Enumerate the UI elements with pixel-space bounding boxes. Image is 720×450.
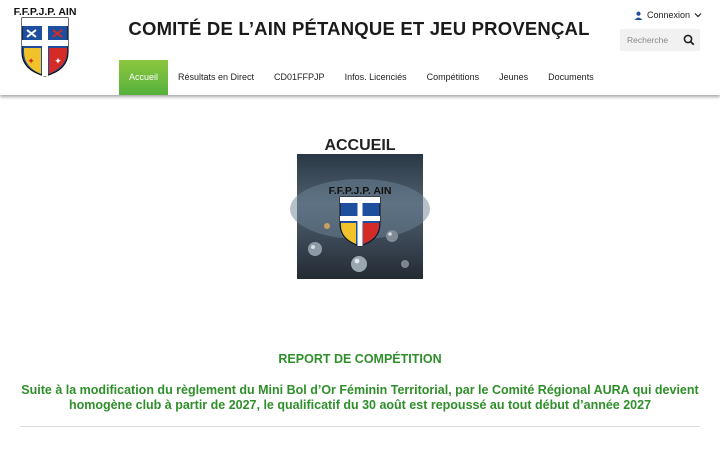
search-input[interactable] <box>620 29 685 51</box>
svg-text:F.F.P.J.P. AIN: F.F.P.J.P. AIN <box>328 185 392 197</box>
main-content <box>0 96 720 450</box>
login-button[interactable] <box>634 10 702 20</box>
search-icon <box>682 34 696 51</box>
nav-item-jeunes[interactable]: Jeunes <box>499 72 529 82</box>
site-header <box>0 0 720 95</box>
nav-item-resultats[interactable]: Résultats en Direct <box>178 72 255 82</box>
search-button[interactable] <box>682 33 696 47</box>
news-title: REPORT DE COMPÉTITION <box>278 352 442 367</box>
nav-item-cd01ffpjp[interactable]: CD01FFPJP <box>274 72 325 82</box>
nav-item-infos-licencies[interactable]: Infos. Licenciés <box>344 72 407 82</box>
hero-image <box>297 154 423 279</box>
nav-item-accueil[interactable]: Accueil <box>119 60 168 95</box>
page-title: ACCUEIL <box>324 136 396 154</box>
content-divider <box>20 426 700 427</box>
nav-item-documents[interactable]: Documents <box>548 72 594 82</box>
main-nav <box>119 60 604 95</box>
nav-item-competitions[interactable]: Compétitions <box>426 72 480 82</box>
svg-text:F.F.P.J.P. AIN: F.F.P.J.P. AIN <box>13 6 77 18</box>
login-label: Connexion <box>647 10 691 20</box>
svg-text:✦: ✦ <box>27 57 35 67</box>
site-title: COMITÉ DE L’AIN PÉTANQUE ET JEU PROVENÇAL <box>128 18 590 39</box>
chevron-down-icon <box>694 12 702 18</box>
site-logo[interactable] <box>13 4 77 78</box>
user-icon <box>634 11 643 20</box>
news-body: Suite à la modification du règlement du Mini Bol d’Or Féminin Territorial, par le Comité Régional AURA qui devient homogène club à partir de 2027, le qualificatif du 30 août est repoussé au tout début d’année 2027 <box>21 382 699 412</box>
svg-text:✦: ✦ <box>54 57 62 67</box>
search-box <box>620 29 700 51</box>
